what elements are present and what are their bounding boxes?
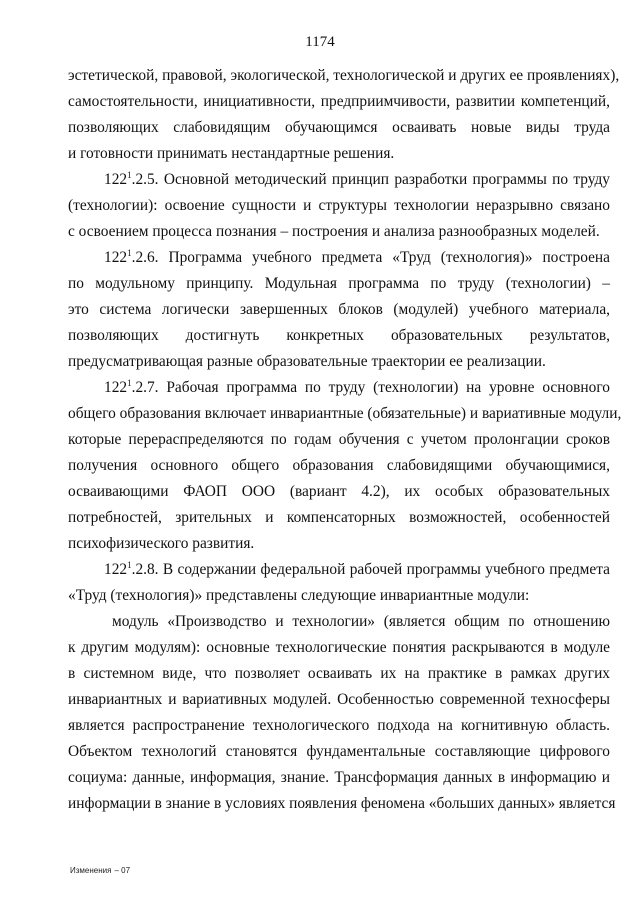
line-text: предусматривающая разные образовательные траектории ее реализации. <box>68 353 546 370</box>
line-text: модуль «Производство и технологии» (является общим по отношению <box>112 613 610 630</box>
line-text: психофизического развития. <box>68 535 255 552</box>
line-text: самостоятельности, инициативности, предприимчивости, развитии компетенций, <box>68 93 610 110</box>
line-text: осваивающими ФАОП ООО (вариант 4.2), их особых образовательных <box>68 483 610 500</box>
line-text: информации в знание в условиях появления феномена «больших данных» является <box>68 795 616 812</box>
line-text: .2.6. Программа учебного предмета «Труд (технология)» построена <box>131 249 610 266</box>
text-line <box>68 635 610 661</box>
line-text: по модульному принципу. Модульная программа по труду (технологии) – <box>68 275 610 292</box>
text-line <box>68 739 610 765</box>
text-line <box>68 661 610 687</box>
text-line <box>68 323 610 349</box>
text-line <box>68 219 610 245</box>
text-line <box>68 401 622 427</box>
line-text: позволяющих достигнуть конкретных образовательных результатов, <box>68 327 610 344</box>
footer-code: – 07 <box>114 866 131 875</box>
line-text: в системном виде, что позволяет осваивать их на практике в рамках других <box>68 665 610 682</box>
text-line <box>68 115 610 141</box>
line-text: Объектом технологий становятся фундаментальные составляющие цифрового <box>68 743 610 760</box>
line-text: это система логически завершенных блоков (модулей) учебного материала, <box>68 301 610 318</box>
line-text: с освоением процесса познания – построения и анализа разнообразных моделей. <box>68 223 600 240</box>
line-text: к другим модулям): основные технологические понятия раскрываются в модуле <box>68 639 610 656</box>
text-line <box>68 375 610 401</box>
text-line <box>68 531 610 557</box>
line-text: социума: данные, информация, знание. Трансформация данных в информацию и <box>68 769 610 786</box>
text-line <box>68 193 610 219</box>
text-line <box>68 687 610 713</box>
line-text: и готовности принимать нестандартные решения. <box>68 145 395 162</box>
line-text: (технологии): освоение сущности и структуры технологии неразрывно связано <box>68 197 610 214</box>
footer-label: Изменения <box>70 866 112 875</box>
line-text: .2.7. Рабочая программа по труду (технологии) на уровне основного <box>131 379 610 396</box>
text-line <box>68 791 616 817</box>
text-line <box>68 427 610 453</box>
text-line <box>68 505 610 531</box>
text-line <box>68 167 610 193</box>
text-line <box>68 765 610 791</box>
clause-number: 122 <box>104 379 128 396</box>
page-number: 1174 <box>305 34 335 50</box>
line-text: .2.5. Основной методический принцип разработки программы по труду <box>131 171 610 188</box>
line-text: эстетической, правовой, экологической, технологической и других ее проявлениях), <box>68 67 620 84</box>
line-text: .2.8. В содержании федеральной рабочей программы учебного предмета <box>131 561 610 578</box>
clause-superscript: 1 <box>127 170 132 180</box>
text-line <box>68 245 610 271</box>
line-text: которые перераспределяются по годам обучения с учетом пролонгации сроков <box>68 431 610 448</box>
clause-superscript: 1 <box>127 248 132 258</box>
line-text: получения основного общего образования слабовидящими обучающимися, <box>68 457 610 474</box>
text-line <box>68 89 610 115</box>
clause-number: 122 <box>104 561 128 578</box>
line-text: позволяющих слабовидящим обучающимся осваивать новые виды труда <box>68 119 610 136</box>
line-text: инвариантных и вариативных модулей. Особенностью современной техносферы <box>68 691 610 708</box>
line-text: «Труд (технология)» представлены следующие инвариантные модули: <box>68 587 530 604</box>
clause-superscript: 1 <box>127 378 132 388</box>
line-text: является распространение технологического подхода на когнитивную область. <box>68 717 610 734</box>
text-line <box>68 63 620 89</box>
text-line <box>68 271 610 297</box>
document-body <box>68 63 622 817</box>
clause-number: 122 <box>104 171 128 188</box>
page-footer <box>70 866 130 875</box>
text-line <box>68 713 610 739</box>
text-line <box>68 349 610 375</box>
clause-superscript: 1 <box>127 560 132 570</box>
text-line <box>68 609 610 635</box>
text-line <box>68 297 610 323</box>
line-text: общего образования включает инвариантные (обязательные) и вариативные модули, <box>68 405 622 422</box>
text-line <box>68 479 610 505</box>
text-line <box>68 141 610 167</box>
text-line <box>68 583 610 609</box>
text-line <box>68 453 610 479</box>
line-text: потребностей, зрительных и компенсаторных возможностей, особенностей <box>68 509 610 526</box>
clause-number: 122 <box>104 249 128 266</box>
text-line <box>68 557 610 583</box>
